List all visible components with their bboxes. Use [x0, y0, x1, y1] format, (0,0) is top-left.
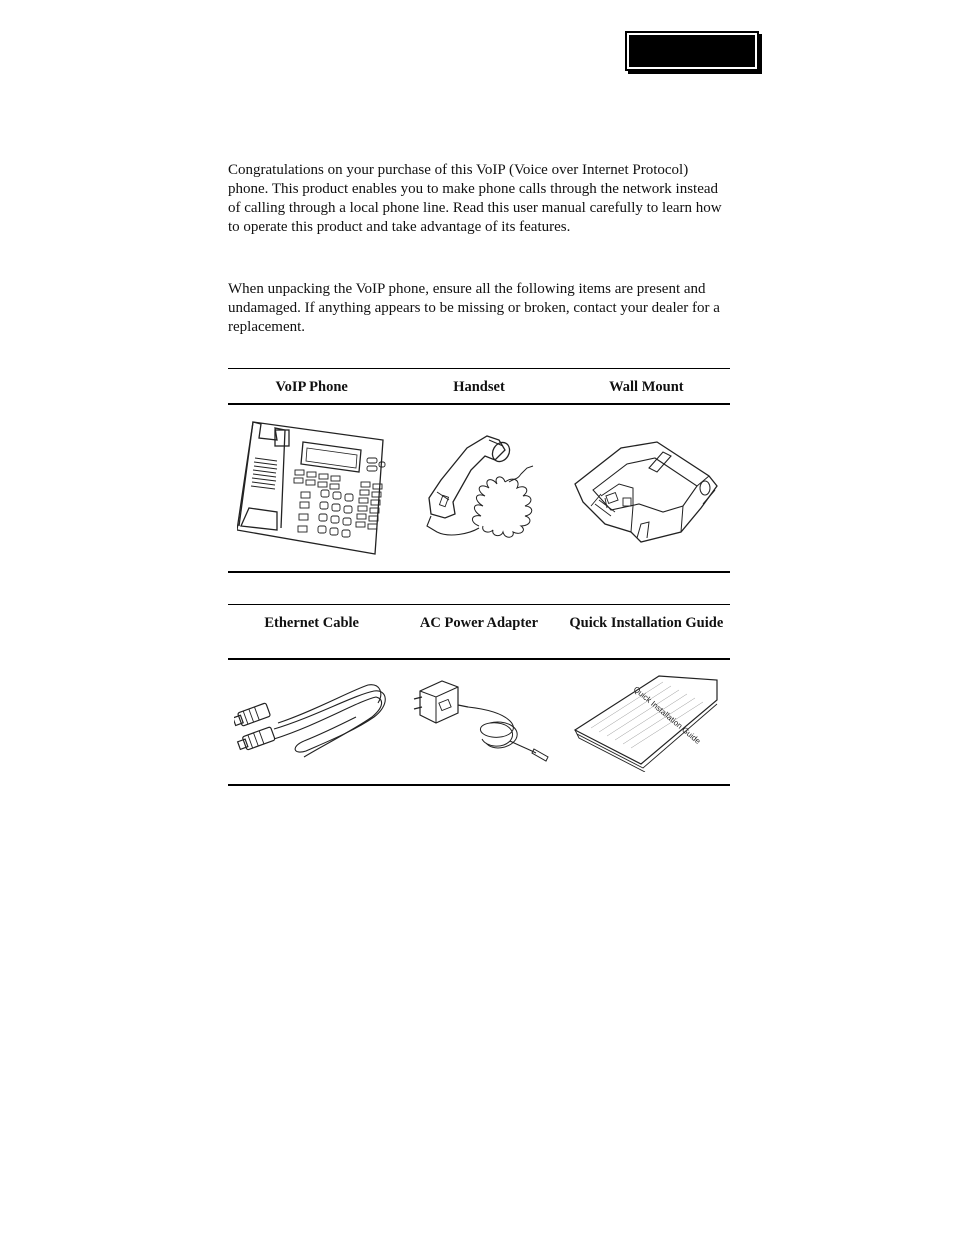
table-header-row: [228, 605, 730, 659]
table-header-row: [228, 369, 730, 404]
cell-ac-power-adapter-image: [395, 659, 562, 785]
cell-handset-image: [395, 404, 562, 572]
header-voip-phone: VoIP Phone: [228, 369, 395, 404]
package-contents-table-2: [228, 604, 730, 786]
header-wall-mount: Wall Mount: [563, 369, 730, 404]
quick-installation-guide-illustration: [571, 672, 721, 772]
package-contents-table-1: [228, 368, 730, 573]
wall-mount-illustration: [571, 428, 721, 548]
header-ethernet-cable: Ethernet Cable: [228, 605, 395, 659]
header-handset: Handset: [395, 369, 562, 404]
header-quick-installation-guide: Quick Installation Guide: [563, 605, 730, 659]
cell-wall-mount-image: [563, 404, 730, 572]
intro-paragraph: Congratulations on your purchase of this VoIP (Voice over Internet Protocol) phone. This product enables you to make phone calls through the network instead of calling through a local phone line. Read this user manual carefully to learn how to operate this product and take advantage of its features.: [228, 162, 722, 235]
ethernet-cable-illustration: [234, 677, 389, 767]
cell-ethernet-cable-image: [228, 659, 395, 785]
table-image-row: [228, 404, 730, 572]
header-ac-power-adapter: AC Power Adapter: [395, 605, 562, 659]
cell-voip-phone-image: [228, 404, 395, 572]
guide-cover-text: Quick Installation Guide: [632, 684, 703, 746]
chapter-tab-box: [625, 31, 759, 71]
table-image-row: [228, 659, 730, 785]
voip-phone-illustration: [237, 418, 387, 558]
ac-power-adapter-illustration: [406, 677, 551, 767]
cell-quick-installation-guide-image: [563, 659, 730, 785]
handset-illustration: [409, 430, 549, 545]
unpacking-paragraph: When unpacking the VoIP phone, ensure all the following items are present and undamaged. If anything appears to be missing or broken, contact your dealer for a replacement.: [228, 281, 720, 335]
